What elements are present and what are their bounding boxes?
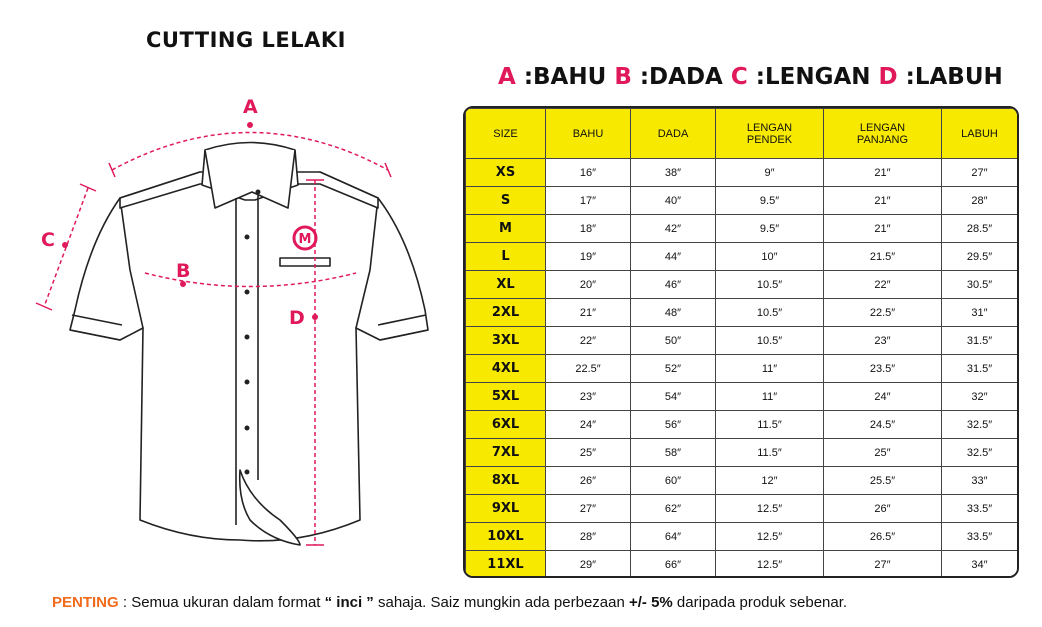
table-cell: 10.5″	[716, 327, 824, 355]
table-row	[466, 327, 1018, 355]
table-cell: 11.5″	[716, 439, 824, 467]
table-cell: 16″	[546, 159, 631, 187]
table-cell: 10.5″	[716, 271, 824, 299]
shirt-body	[120, 172, 378, 541]
size-cell: 5XL	[466, 383, 546, 411]
table-cell: 26″	[824, 495, 942, 523]
legend-label-d: :LABUH	[905, 64, 1003, 90]
column-header: SIZE	[466, 109, 546, 159]
svg-text:M: M	[298, 232, 312, 247]
table-cell: 10.5″	[716, 299, 824, 327]
table-cell: 23″	[546, 383, 631, 411]
table-cell: 20″	[546, 271, 631, 299]
size-cell: 6XL	[466, 411, 546, 439]
table-cell: 31″	[942, 299, 1018, 327]
table-row	[466, 215, 1018, 243]
table-cell: 27″	[546, 495, 631, 523]
table-cell: 64″	[631, 523, 716, 551]
label-c: C	[41, 229, 55, 251]
legend-key-b: B	[614, 64, 632, 90]
table-cell: 50″	[631, 327, 716, 355]
table-cell: 11″	[716, 383, 824, 411]
column-header: LABUH	[942, 109, 1018, 159]
table-cell: 25″	[546, 439, 631, 467]
size-cell: XS	[466, 159, 546, 187]
footnote-tolerance: +/- 5%	[628, 594, 673, 611]
size-cell: 10XL	[466, 523, 546, 551]
size-table	[463, 106, 1019, 578]
footnote-format: “ inci ”	[324, 594, 374, 611]
table-cell: 18″	[546, 215, 631, 243]
size-cell: XL	[466, 271, 546, 299]
table-cell: 33″	[942, 467, 1018, 495]
table-cell: 22″	[824, 271, 942, 299]
size-cell: 8XL	[466, 467, 546, 495]
table-cell: 66″	[631, 551, 716, 579]
table-row	[466, 383, 1018, 411]
table-cell: 12.5″	[716, 495, 824, 523]
legend-key-a: A	[498, 64, 516, 90]
table-cell: 12″	[716, 467, 824, 495]
table-cell: 21″	[824, 215, 942, 243]
size-cell: 2XL	[466, 299, 546, 327]
table-cell: 22.5″	[824, 299, 942, 327]
table-cell: 52″	[631, 355, 716, 383]
table-cell: 33.5″	[942, 495, 1018, 523]
table-cell: 48″	[631, 299, 716, 327]
table-cell: 62″	[631, 495, 716, 523]
table-cell: 24″	[824, 383, 942, 411]
table-cell: 9.5″	[716, 187, 824, 215]
table-header-row	[466, 109, 1018, 159]
table-cell: 17″	[546, 187, 631, 215]
table-cell: 19″	[546, 243, 631, 271]
footnote-text: daripada produk sebenar.	[672, 594, 848, 611]
table-cell: 28″	[546, 523, 631, 551]
table-cell: 32.5″	[942, 411, 1018, 439]
footnote-label: PENTING	[52, 594, 119, 611]
shirt-diagram	[0, 80, 460, 560]
table-cell: 31.5″	[942, 327, 1018, 355]
table-row	[466, 467, 1018, 495]
table-cell: 29.5″	[942, 243, 1018, 271]
footnote	[52, 594, 847, 611]
table-cell: 28.5″	[942, 215, 1018, 243]
table-cell: 23″	[824, 327, 942, 355]
table-row	[466, 551, 1018, 579]
table-cell: 11″	[716, 355, 824, 383]
table-row	[466, 439, 1018, 467]
size-cell: 9XL	[466, 495, 546, 523]
legend-label-b: :DADA	[639, 64, 723, 90]
table-cell: 9.5″	[716, 215, 824, 243]
table-cell: 27″	[824, 551, 942, 579]
table-cell: 38″	[631, 159, 716, 187]
table-cell: 44″	[631, 243, 716, 271]
table-cell: 10″	[716, 243, 824, 271]
legend-key-d: D	[878, 64, 898, 90]
table-cell: 31.5″	[942, 355, 1018, 383]
table-row	[466, 271, 1018, 299]
table-cell: 32.5″	[942, 439, 1018, 467]
label-d: D	[289, 307, 305, 329]
table-row	[466, 299, 1018, 327]
table-cell: 40″	[631, 187, 716, 215]
table-cell: 21.5″	[824, 243, 942, 271]
legend-label-a: :BAHU	[523, 64, 607, 90]
label-b: B	[176, 260, 191, 282]
table-cell: 24.5″	[824, 411, 942, 439]
footnote-text: : Semua ukuran dalam format	[118, 594, 325, 611]
footnote-text: sahaja. Saiz mungkin ada perbezaan	[373, 594, 629, 611]
legend-key-c: C	[730, 64, 748, 90]
table-row	[466, 411, 1018, 439]
table-row	[466, 243, 1018, 271]
table-row	[466, 187, 1018, 215]
size-cell: 4XL	[466, 355, 546, 383]
column-header: DADA	[631, 109, 716, 159]
table-cell: 46″	[631, 271, 716, 299]
table-cell: 12.5″	[716, 551, 824, 579]
table-cell: 12.5″	[716, 523, 824, 551]
label-a: A	[243, 96, 258, 118]
table-cell: 25.5″	[824, 467, 942, 495]
legend-label-c: :LENGAN	[755, 64, 871, 90]
table-cell: 54″	[631, 383, 716, 411]
table-cell: 32″	[942, 383, 1018, 411]
size-cell: L	[466, 243, 546, 271]
table-cell: 21″	[546, 299, 631, 327]
table-cell: 27″	[942, 159, 1018, 187]
table-cell: 21″	[824, 159, 942, 187]
table-cell: 9″	[716, 159, 824, 187]
table-cell: 11.5″	[716, 411, 824, 439]
table-cell: 22″	[546, 327, 631, 355]
table-cell: 29″	[546, 551, 631, 579]
table-cell: 34″	[942, 551, 1018, 579]
column-header: LENGAN PENDEK	[716, 109, 824, 159]
measurement-legend	[498, 64, 1003, 90]
table-cell: 30.5″	[942, 271, 1018, 299]
table-cell: 26″	[546, 467, 631, 495]
table-cell: 33.5″	[942, 523, 1018, 551]
table-cell: 21″	[824, 187, 942, 215]
table-cell: 25″	[824, 439, 942, 467]
size-cell: 11XL	[466, 551, 546, 579]
size-cell: M	[466, 215, 546, 243]
size-cell: S	[466, 187, 546, 215]
table-row	[466, 159, 1018, 187]
table-cell: 58″	[631, 439, 716, 467]
table-cell: 23.5″	[824, 355, 942, 383]
table-cell: 60″	[631, 467, 716, 495]
table-cell: 42″	[631, 215, 716, 243]
table-cell: 56″	[631, 411, 716, 439]
table-cell: 22.5″	[546, 355, 631, 383]
table-cell: 24″	[546, 411, 631, 439]
table-cell: 26.5″	[824, 523, 942, 551]
size-cell: 7XL	[466, 439, 546, 467]
table-row	[466, 495, 1018, 523]
page-title: CUTTING LELAKI	[146, 28, 346, 52]
logo-icon	[294, 227, 316, 249]
size-cell: 3XL	[466, 327, 546, 355]
table-cell: 28″	[942, 187, 1018, 215]
column-header: BAHU	[546, 109, 631, 159]
table-row	[466, 523, 1018, 551]
column-header: LENGAN PANJANG	[824, 109, 942, 159]
table-row	[466, 355, 1018, 383]
